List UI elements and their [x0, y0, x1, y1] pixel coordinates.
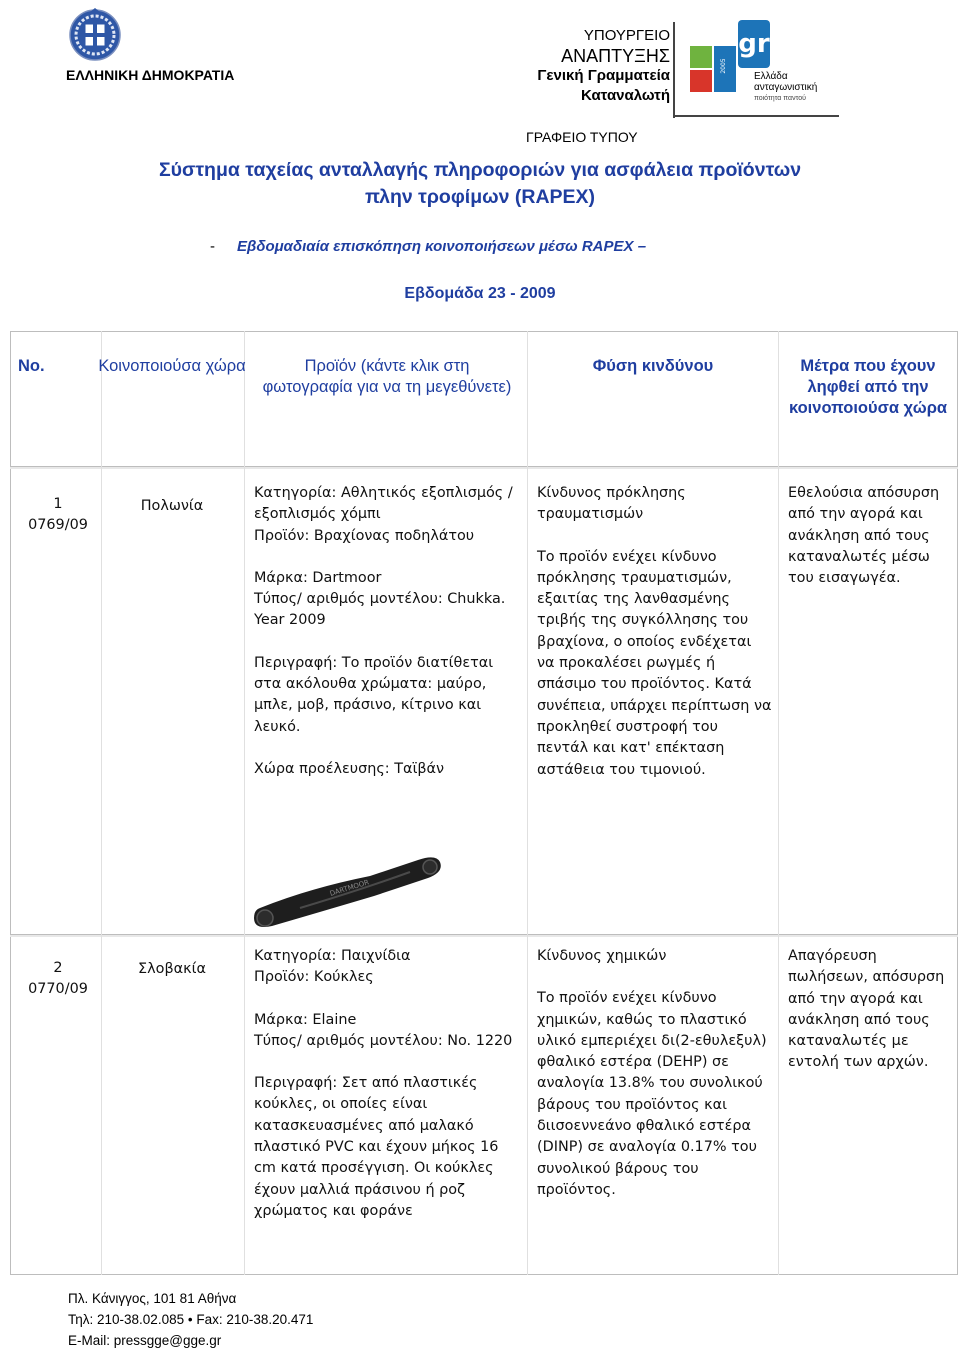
header-row-separator [10, 466, 958, 469]
logo-caption [754, 71, 817, 104]
republic-label: ΕΛΛΗΝΙΚΗ ΔΗΜΟΚΡΑΤΙΑ [66, 67, 235, 83]
row1-risk-text: Το προϊόν ενέχει κίνδυνο πρόκλησης τραυματισμών, εξαιτίας της λανθασμένης τριβής της συγκόλλησης του βραχίονα, ο οποίος ενδέχεται να προκαλέσει ρωγμές ή σπάσιμο του προϊόντος. Κατά συνέπεια, υπάρχει περίπτωση να προκληθεί συστροφή του πεντάλ και κατ' επέκταση αστάθεια του τιμονιού. [537, 548, 772, 778]
footer-email[interactable]: E-Mail: pressgge@gge.gr [68, 1333, 222, 1348]
row2-risk-title: Κίνδυνος χημικών [537, 948, 667, 964]
ministry-name [508, 26, 670, 106]
row1-risk-cell [537, 483, 773, 781]
row1-measures: Εθελούσια απόσυρση από την αγορά και ανάκληση από τους καταναλωτές μέσω του εισαγωγέα. [788, 485, 940, 587]
row1-category: Κατηγορία: Αθλητικός εξοπλισμός / εξοπλισμός χόμπι [254, 485, 513, 523]
row1-brand: Μάρκα: Dartmoor [254, 569, 382, 586]
col-sep [244, 331, 245, 1275]
logo-text2: ανταγωνιστική [754, 82, 818, 93]
footer-address: Πλ. Κάνιγγος, 101 81 Αθήνα [68, 1291, 237, 1306]
ministry-line4: Καταναλωτή [580, 87, 670, 104]
row2-brand: Μάρκα: Elaine [254, 1011, 357, 1028]
row2-country: Σλοβακία [138, 961, 206, 977]
col-sep [527, 331, 528, 1275]
ministry-line3: Γενική Γραμματεία [537, 67, 670, 84]
footer-phones: Τηλ: 210-38.02.085 • Fax: 210-38.20.471 [68, 1312, 314, 1327]
row2-num: 2 [53, 960, 63, 976]
row2-product: Προϊόν: Κούκλες [254, 969, 374, 986]
row1-product: Προϊόν: Βραχίονας ποδηλάτου [254, 527, 475, 544]
row2-category: Κατηγορία: Παιχνίδια [254, 948, 411, 964]
row1-number-cell [18, 494, 98, 537]
greek-emblem-icon [68, 6, 122, 62]
row1-code: 0769/09 [28, 517, 88, 534]
photo-brand-text: DARTMOOR [328, 878, 371, 898]
logo-text1: Ελλάδα [754, 71, 788, 82]
header-divider-horizontal [675, 115, 839, 117]
row1-model: Τύπος/ αριθμός μοντέλου: Chukka. Year 2009 [254, 591, 506, 629]
col-sep [101, 331, 102, 1275]
header-product: Προϊόν (κάντε κλικ στη φωτογραφία για να τη μεγεθύνετε) [262, 357, 512, 396]
header-no: No. [18, 357, 45, 375]
row2-code: 0770/09 [28, 981, 88, 998]
product-photo-crank-arm[interactable] [250, 838, 450, 930]
row1-description: Περιγραφή: Το προϊόν διατίθεται στα ακόλουθα χρώματα: μαύρο, μπλε, μοβ, πράσινο, κίτρινο και λευκό. [254, 654, 494, 735]
week-label: Εβδομάδα 23 - 2009 [404, 285, 556, 302]
row1-risk-title: Κίνδυνος πρόκλησης τραυματισμών [537, 485, 686, 523]
row2-number-cell [18, 958, 98, 1001]
row2-description: Περιγραφή: Σετ από πλαστικές κούκλες, οι οποίες είναι κατασκευασμένες από μαλακό πλαστικό PVC και έχουν μήκος 16 cm κατά προσέγγιση. Οι κούκλες έχουν μαλλιά πράσινου ή ροζ χρώματος και φοράνε [254, 1075, 499, 1219]
ministry-line1: ΥΠΟΥΡΓΕΙΟ [583, 27, 670, 44]
logo-text3: ποιότητα παντού [754, 95, 806, 102]
row1-origin: Χώρα προέλευσης: Ταϊβάν [254, 760, 445, 777]
subtitle [210, 238, 646, 255]
ministry-line2: ΑΝΑΠΤΥΞΗΣ [561, 46, 670, 66]
subtitle-dash: - [210, 238, 215, 255]
page-title [0, 157, 960, 211]
title-line1: Σύστημα ταχείας ανταλλαγής πληροφοριών για ασφάλεια προϊόντων [158, 159, 802, 181]
logo-mark: gr [738, 29, 770, 59]
logo-years: 2005 [720, 58, 727, 74]
row1-num: 1 [53, 496, 63, 512]
col-sep [778, 331, 779, 1275]
row2-risk-cell [537, 946, 773, 1201]
footer-contact [68, 1288, 313, 1351]
row2-measures: Απαγόρευση πωλήσεων, απόσυρση από την αγορά και ανάκληση από τους καταναλωτές με εντολή των αρχών. [788, 948, 945, 1071]
title-line2: πλην τροφίμων (RAPEX) [364, 186, 596, 208]
row-separator [10, 934, 958, 937]
row2-model: Τύπος/ αριθμός μοντέλου: No. 1220 [254, 1032, 513, 1049]
header-country: Κοινοποιούσα χώρα [98, 357, 246, 375]
row1-country: Πολωνία [140, 498, 204, 514]
header-measures: Μέτρα που έχουν ληφθεί από την κοινοποιούσα χώρα [788, 357, 948, 417]
subtitle-text: Εβδομαδιαία επισκόπηση κοινοποιήσεων μέσω RAPEX – [237, 238, 647, 255]
header-divider-vertical [673, 22, 675, 118]
row1-product-cell [254, 483, 524, 780]
header-risk: Φύση κινδύνου [592, 357, 714, 375]
row2-risk-text: Το προϊόν ενέχει κίνδυνο χημικών, καθώς το πλαστικό υλικό εμπεριέχει δι(2-εθυλεξυλ) φθαλικό εστέρα (DEHP) σε αναλογία 13.8% του συνολικού βάρους του προϊόντος και διισοεννεάνο φθαλικό εστέρα (DINP) σε αναλογία 0.17% του συνολικού βάρους του προϊόντος. [537, 990, 767, 1198]
press-office-label: ΓΡΑΦΕΙΟ ΤΥΠΟΥ [526, 129, 638, 145]
row2-product-cell [254, 946, 524, 1222]
